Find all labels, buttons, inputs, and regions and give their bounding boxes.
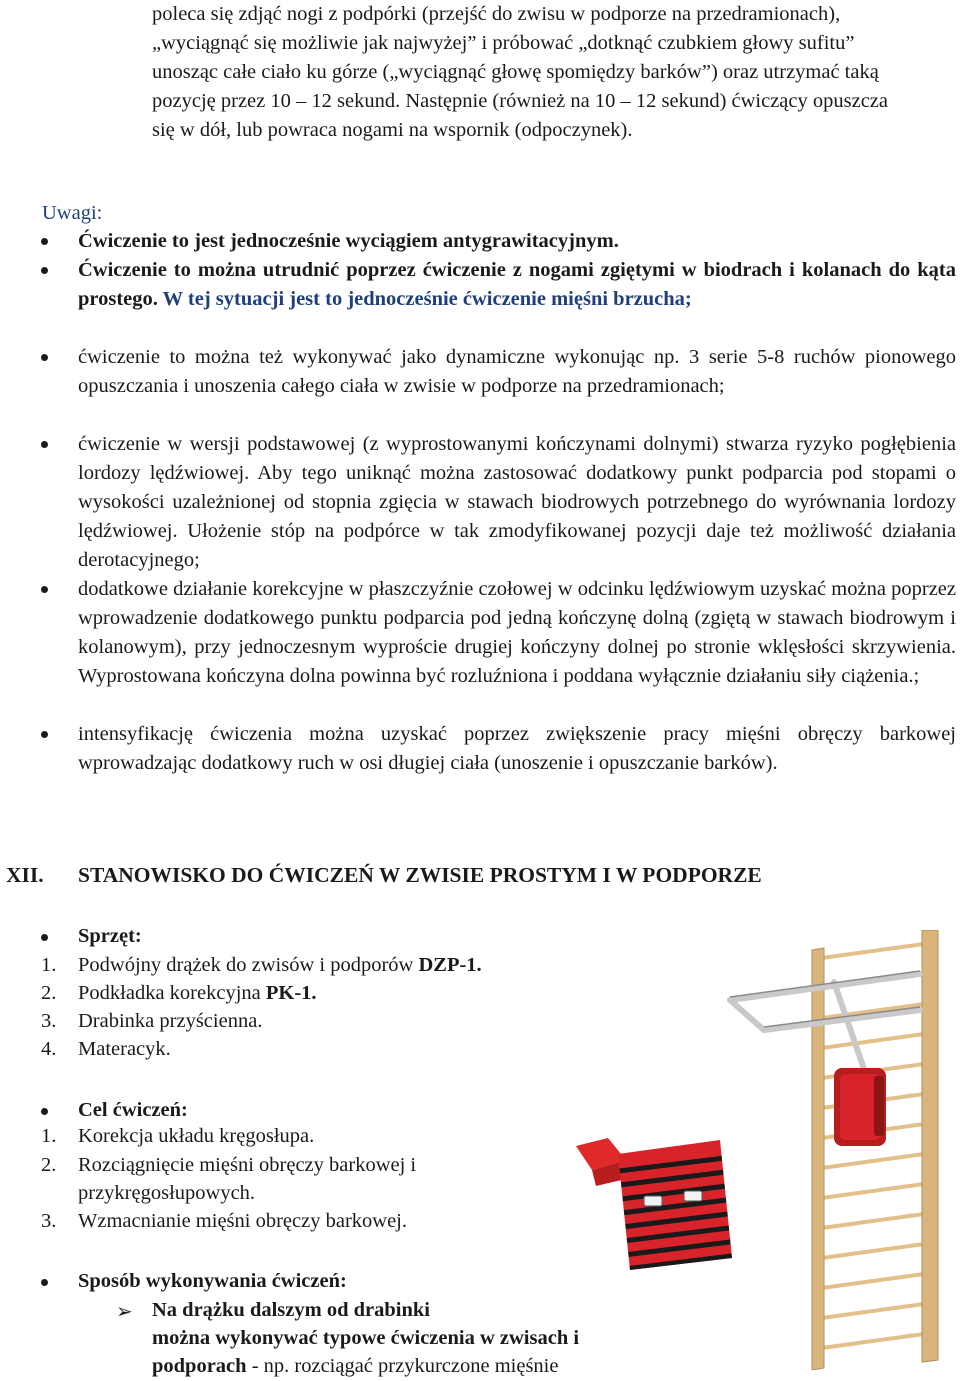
note-5: dodatkowe działanie korekcyjne w płaszczyźnie czołowej w odcinku lędźwiowym uzyskać można poprzez wprowadzenie dodatkowego punktu podparcia pod jedną kończynę dolną (zgiętą w stawach biodrowym i kolanowym), przy jednoczesnym wyproście drugiej kończyny dolnej po stronie wklęsłości skrzywienia. Wyprostowana kończyna dolna powinna być rozluźniona i poddana wyłącznie działaniu siły ciążenia.; [78, 578, 956, 687]
equipment-item-1 [78, 951, 482, 980]
section-title: STANOWISKO DO ĆWICZEŃ W ZWISIE PROSTYM I W PODPORZE [78, 863, 762, 887]
list-number: 2. [41, 1154, 57, 1176]
equipment-item-1-text: Podwójny drążek do zwisów i podporów [78, 954, 419, 976]
note-6: intensyfikację ćwiczenia można uzyskać poprzez zwiększenie pracy mięśni obręczy barkowej wprowadzając dodatkowy ruch w osi długiej ciała (unoszenie i opuszczanie barków). [78, 723, 956, 774]
list-number: 3. [41, 1210, 57, 1232]
method-line-3-bold: podporach [152, 1355, 247, 1377]
equipment-item-4: Materacyk. [78, 1038, 171, 1060]
bullet-icon [41, 586, 48, 593]
method-title: Sposób wykonywania ćwiczeń: [78, 1270, 347, 1292]
equipment-title: Sprzęt: [78, 925, 142, 947]
equipment-item-3: Drabinka przyścienna. [78, 1010, 263, 1032]
goals-title: Cel ćwiczeń: [78, 1099, 188, 1121]
note-2-bold: Ćwiczenie to można utrudnić poprzez ćwiczenie z nogami zgiętymi w biodrach i kolanach do kąta prostego. [78, 259, 956, 310]
equipment-item-2 [78, 979, 317, 1008]
equipment-item-2-code: PK-1. [265, 982, 317, 1004]
correction-pad-image [574, 1132, 738, 1274]
bullet-icon [41, 354, 48, 361]
notes-title: Uwagi: [42, 202, 103, 224]
list-number: 2. [41, 982, 57, 1004]
list-number: 4. [41, 1038, 57, 1060]
note-2-rest: W tej sytuacji jest to jednocześnie ćwiczenie mięśni brzucha; [157, 288, 692, 310]
note-2 [78, 256, 956, 314]
note-1: Ćwiczenie to jest jednocześnie wyciągiem antygrawitacyjnym. [78, 230, 619, 252]
list-number: 3. [41, 1010, 57, 1032]
goal-1: Korekcja układu kręgosłupa. [78, 1125, 315, 1147]
note-4: ćwiczenie w wersji podstawowej (z wyprostowanymi kończynami dolnymi) stwarza ryzyko pogłębienia lordozy lędźwiowej. Aby tego uniknąć można zastosować dodatkowy punkt podparcia pod stopami o wysokości uzależnionej od stopnia zgięcia w stawach biodrowych potrzebnego do wyrównania lordozy lędźwiowej. Ułożenie stóp na podpórce w tak zmodyfikowanej pozycji daje też możliwość działania derotacyjnego; [78, 433, 956, 571]
note-3: ćwiczenie to można też wykonywać jako dynamiczne wykonując np. 3 serie 5-8 ruchów pionowego opuszczania i unoszenia całego ciała w zwisie w podporze na przedramionach; [78, 346, 956, 397]
equipment-item-1-code: DZP-1. [418, 954, 482, 976]
list-number: 1. [41, 1125, 57, 1147]
bullet-icon [41, 267, 48, 274]
bullet-icon [41, 1279, 48, 1286]
bullet-icon [41, 1108, 48, 1115]
method-line-3 [152, 1352, 558, 1381]
method-line-3-rest: - np. rozciągać przykurczone mięśnie [246, 1355, 559, 1377]
section-number: XII. [6, 863, 44, 887]
bullet-icon [41, 731, 48, 738]
goal-3: Wzmacnianie mięśni obręczy barkowej. [78, 1210, 407, 1232]
method-line-2: można wykonywać typowe ćwiczenia w zwisach i [152, 1327, 580, 1349]
arrow-bullet-icon: ➢ [116, 1299, 133, 1323]
goal-2-line-1: Rozciągnięcie mięśni obręczy barkowej i [78, 1154, 417, 1176]
goal-2-line-2: przykręgosłupowych. [78, 1182, 256, 1204]
method-line-1: Na drążku dalszym od drabinki [152, 1299, 430, 1321]
bullet-icon [41, 238, 48, 245]
wall-bars-image [724, 930, 960, 1370]
list-number: 1. [41, 954, 57, 976]
bullet-icon [41, 441, 48, 448]
intro-paragraph: poleca się zdjąć nogi z podpórki (przejść do zwisu w podporze na przedramionach), „wyciągnąć się możliwie jak najwyżej” i próbować „dotknąć czubkiem głowy sufitu” unosząc całe ciało ku górze („wyciągnąć głowę spomiędzy barków”) oraz utrzymać taką pozycję przez 10 – 12 sekund. Następnie (również na 10 – 12 sekund) ćwiczący opuszcza się w dół, lub powraca nogami na wspornik (odpoczynek). [152, 3, 889, 141]
equipment-item-2-text: Podkładka korekcyjna [78, 982, 266, 1004]
bullet-icon [41, 934, 48, 941]
